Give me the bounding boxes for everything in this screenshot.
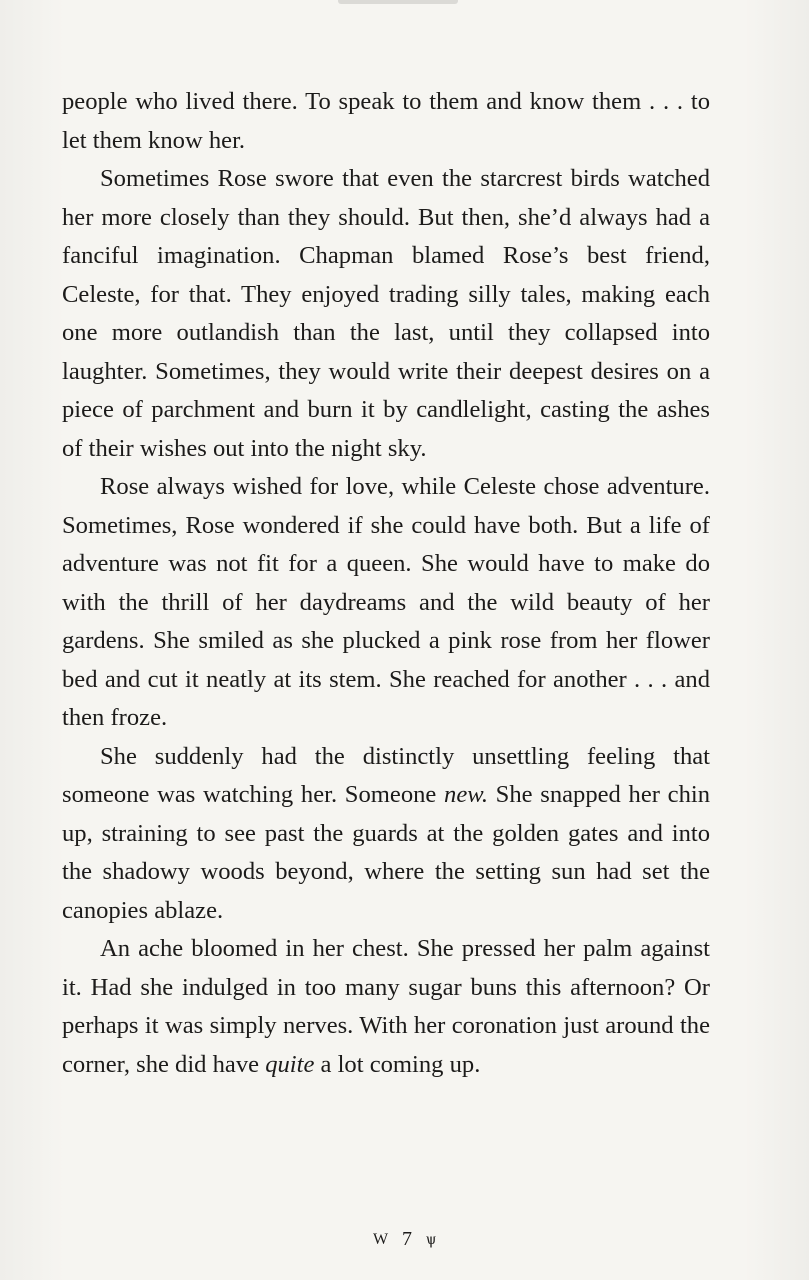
paragraph [62,83,710,160]
italic-text-run: quite [265,1050,315,1078]
text-run: She suddenly had the distinctly unsettling feeling that someone was watching her. Someone [62,742,710,808]
text-run: people who lived there. To speak to them and know them . . . to let them know her. [62,88,710,154]
right-crown-ornament-icon: ѱ [426,1231,437,1248]
running-head-remnant [338,0,458,4]
page-footer [0,1228,809,1251]
text-run: a lot coming up. [314,1050,481,1078]
italic-text-run: new. [444,781,488,808]
paragraph [62,468,710,738]
text-run: Rose always wished for love, while Celeste chose adventure. Sometimes, Rose wondered if she could have both. But a life of adventure was not fit for a queen. She would have to make do with the thrill of her daydreams and the wild beauty of her gardens. She smiled as she plucked a pink rose from her flower bed and cut it neatly at its stem. She reached for another . . . and then froze. [62,473,710,731]
paragraph [62,930,710,1084]
text-run: An ache bloomed in her chest. She pressed her palm against it. Had she indulged in too many sugar buns this afternoon? Or perhaps it was simply nerves. With her coronation just around the corner, she did have [62,935,710,1078]
left-crown-ornament-icon: W [372,1231,389,1248]
body-text [62,83,710,1084]
paragraph [62,160,710,468]
text-run: She snapped her chin up, straining to see past the guards at the golden gates and into the shadowy woods beyond, where the setting sun had set the canopies ablaze. [62,781,710,924]
page-number: 7 [402,1228,413,1250]
text-run: Sometimes Rose swore that even the starcrest birds watched her more closely than they should. But then, she’d always had a fanciful imagination. Chapman blamed Rose’s best friend, Celeste, for that. They enjoyed trading silly tales, making each one more outlandish than the last, until they collapsed into laughter. Sometimes, they would write their deepest desires on a piece of parchment and burn it by candlelight, casting the ashes of their wishes out into the night sky. [62,165,710,462]
paragraph [62,738,710,931]
